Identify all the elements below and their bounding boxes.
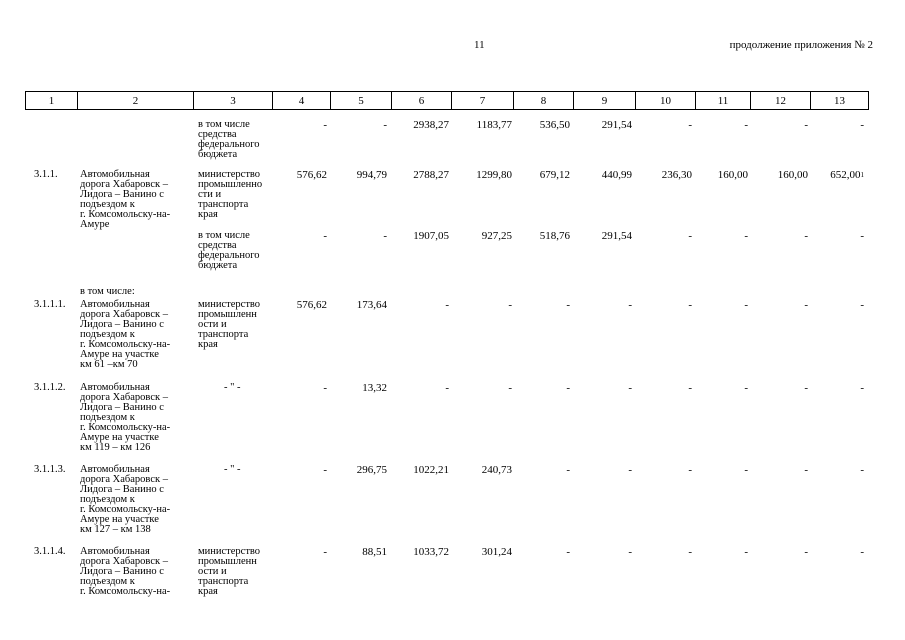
row-source: министерство промышленн ости и транспорта края [198,546,261,597]
row-name: Автомобильная дорога Хабаровск – Лидога – Ванино с подъездом к г. Комсомольску-на- Амуре на участке км 119 – км 126 [80,382,171,453]
row-value-col-5: 88,51 [362,546,387,558]
row-value-col-7: 301,24 [481,546,512,558]
row-value-col-8: - [566,464,570,476]
row-id: 3.1.1.2. [34,382,66,393]
row-value-col-8: - [566,546,570,558]
row-value-col-9: - [628,546,632,558]
row-value-col-11: - [744,230,748,242]
row-value-col-11: 160,00 [717,169,748,181]
row-name: Автомобильная дорога Хабаровск – Лидога – Ванино с подъездом к г. Комсомольску-на- Амуре на участке км 61 –км 70 [80,299,171,370]
row-value-col-5: 13,32 [362,382,387,394]
row-value-col-8: - [566,299,570,311]
row-value-col-6: 1907,05 [413,230,449,242]
header-cell-12: 12 [750,91,811,110]
row-value-col-12: - [804,230,808,242]
row-value-col-9: 291,54 [601,230,632,242]
continuation-label: продолжение приложения № 2 [729,39,873,51]
row-name: Автомобильная дорога Хабаровск – Лидога – Ванино с подъездом к г. Комсомольску-на- [80,546,171,597]
row-value-col-7: - [508,382,512,394]
row-value-col-5: - [383,119,387,131]
row-value-col-5: 296,75 [356,464,387,476]
row-value-col-12: - [804,119,808,131]
row-value-col-7: 240,73 [481,464,512,476]
row-id: 3.1.1.4. [34,546,66,557]
page-number: 11 [474,39,485,51]
row-value-col-13: - [860,382,864,394]
row-value-col-9: 440,99 [601,169,632,181]
header-cell-2: 2 [77,91,194,110]
row-value-col-9: - [628,464,632,476]
row-value-col-10: 236,30 [661,169,692,181]
row-value-col-5: 173,64 [356,299,387,311]
row-value-col-12: - [804,464,808,476]
row-value-col-9: - [628,382,632,394]
header-cell-11: 11 [695,91,751,110]
row-value-col-7: 927,25 [481,230,512,242]
row-value-col-8: - [566,382,570,394]
row-value-col-11: - [744,119,748,131]
row-source: министерство промышленно сти и транспорта края [198,169,263,220]
row-value-col-13: - [860,119,864,131]
row-value-col-6: - [445,382,449,394]
footnote-mark: 1 [860,171,864,179]
row-value-col-6: 2938,27 [413,119,449,131]
header-cell-1: 1 [25,91,78,110]
row-value-col-12: 160,00 [777,169,808,181]
header-cell-13: 13 [810,91,869,110]
row-value-col-13: - [860,546,864,558]
row-value-col-10: - [688,464,692,476]
row-value-col-13: - [860,299,864,311]
row-value-col-10: - [688,382,692,394]
header-cell-10: 10 [635,91,696,110]
row-value-col-10: - [688,299,692,311]
row-value-col-5: - [383,230,387,242]
row-value-col-4: - [323,119,327,131]
row-value-col-6: 1022,21 [413,464,449,476]
row-value-col-4: 576,62 [296,299,327,311]
row-value-col-11: - [744,546,748,558]
row-value-col-6: 1033,72 [413,546,449,558]
header-cell-4: 4 [272,91,331,110]
row-value-col-12: - [804,382,808,394]
row-id: 3.1.1.1. [34,299,66,310]
row-source: - " - [224,464,241,475]
row-source: в том числе средства федерального бюджета [198,230,260,271]
row-value-col-10: - [688,230,692,242]
row-value-col-9: - [628,299,632,311]
row-value-col-10: - [688,546,692,558]
row-value-col-11: - [744,299,748,311]
row-value-col-4: - [323,382,327,394]
row-value-col-10: - [688,119,692,131]
row-value-col-11: - [744,464,748,476]
row-name: Автомобильная дорога Хабаровск – Лидога – Ванино с подъездом к г. Комсомольску-на- Амуре [80,169,171,230]
row-source: в том числе средства федерального бюджета [198,119,260,160]
row-value-col-7: 1299,80 [476,169,512,181]
row-name: в том числе: [80,286,135,297]
row-value-col-4: - [323,230,327,242]
row-id: 3.1.1.3. [34,464,66,475]
row-value-col-6: - [445,299,449,311]
header-cell-9: 9 [573,91,636,110]
header-cell-5: 5 [330,91,392,110]
row-value-col-4: - [323,546,327,558]
row-value-col-12: - [804,299,808,311]
row-value-col-7: 1183,77 [476,119,512,131]
row-value-col-8: 679,12 [539,169,570,181]
row-source: министерство промышленн ости и транспорта края [198,299,261,350]
row-value-col-11: - [744,382,748,394]
row-value-col-13: 652,00$^1$ [830,169,864,181]
row-value-col-9: 291,54 [601,119,632,131]
header-cell-7: 7 [451,91,514,110]
row-source: - " - [224,382,241,393]
row-value-col-13: - [860,230,864,242]
row-value-col-13: - [860,464,864,476]
row-name: Автомобильная дорога Хабаровск – Лидога – Ванино с подъездом к г. Комсомольску-на- Амуре на участке км 127 – км 138 [80,464,171,535]
row-value-col-8: 536,50 [539,119,570,131]
row-value-col-8: 518,76 [539,230,570,242]
row-value-col-7: - [508,299,512,311]
row-value-col-4: - [323,464,327,476]
row-value-col-6: 2788,27 [413,169,449,181]
row-value-col-4: 576,62 [296,169,327,181]
row-value-col-12: - [804,546,808,558]
header-cell-6: 6 [391,91,452,110]
row-value-col-5: 994,79 [356,169,387,181]
header-cell-8: 8 [513,91,574,110]
header-cell-3: 3 [193,91,273,110]
row-id: 3.1.1. [34,169,58,180]
